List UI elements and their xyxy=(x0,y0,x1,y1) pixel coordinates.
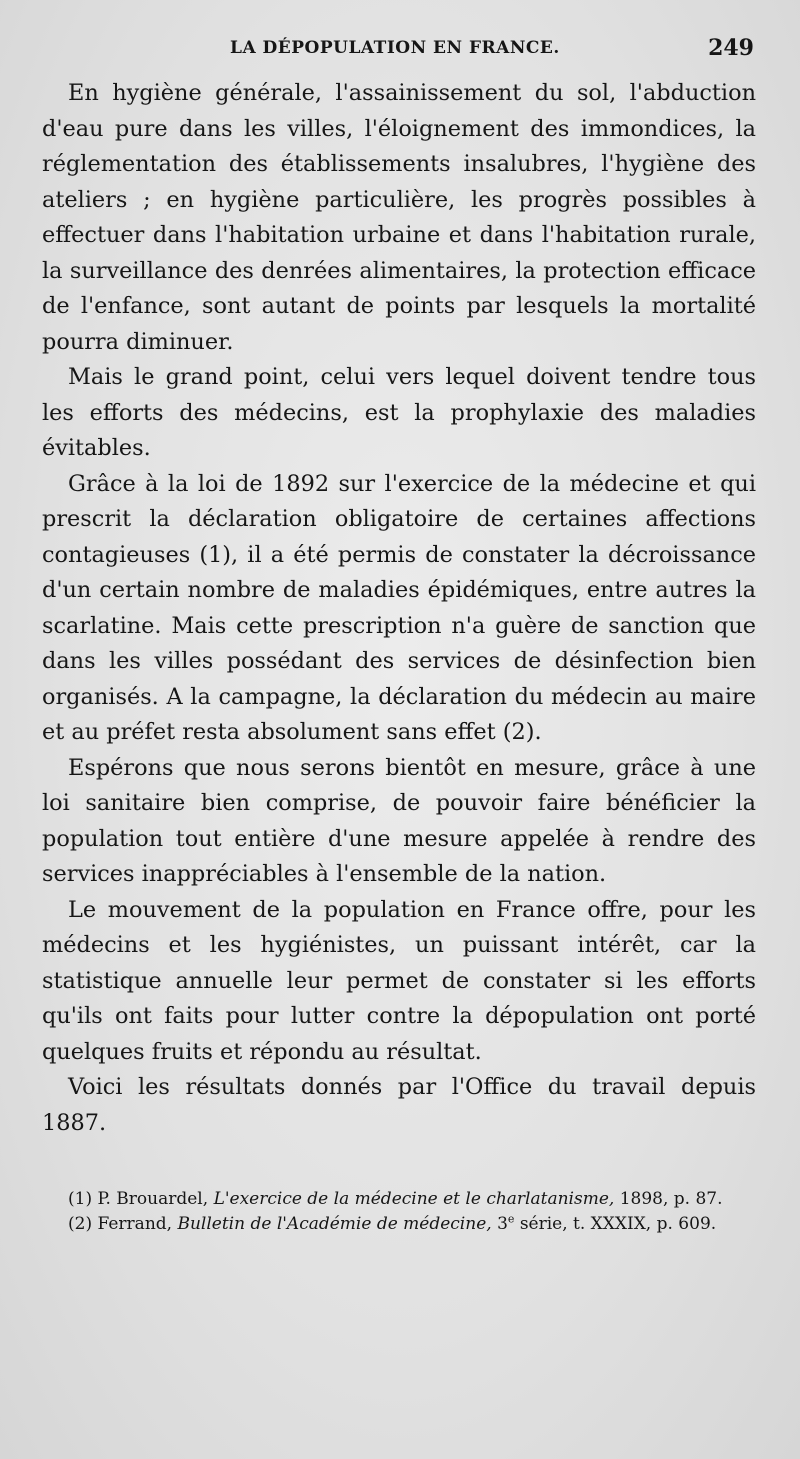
body-text xyxy=(42,76,756,1141)
paragraph-prophylaxie: Mais le grand point, celui vers lequel doivent tendre tous les efforts des médecins, est la prophylaxie des maladies évitables. xyxy=(42,364,756,461)
footnotes xyxy=(44,1187,756,1237)
footnote-mark: (1) xyxy=(68,1189,93,1209)
footnote-rest: 1898, p. 87. xyxy=(619,1189,723,1209)
running-title: LA DÉPOPULATION EN FRANCE. xyxy=(230,38,560,58)
footnote-mark: (2) xyxy=(68,1214,93,1234)
paragraph-hygiene: En hygiène générale, l'assainissement du sol, l'abduction d'eau pure dans les villes, l'éloignement des immondices, la réglementation des établissements insalubres, l'hygiène des ateliers ; en hygiène particulière, les progrès possibles à effectuer dans l'habitation urbaine et dans l'habitation rurale, la surveillance des denrées alimentaires, la protection efficace de l'enfance, sont autant de points par lesquels la mortalité pourra diminuer. xyxy=(42,80,756,355)
paragraph-resultats: Voici les résultats donnés par l'Office du travail depuis 1887. xyxy=(42,1074,756,1136)
footnote-title: Bulletin de l'Académie de médecine, xyxy=(177,1214,492,1234)
running-head xyxy=(40,35,754,62)
paragraph-loi-sanitaire: Espérons que nous serons bientôt en mesure, grâce à une loi sanitaire bien comprise, de pouvoir faire bénéficier la population tout entière d'une mesure appelée à rendre des services inappréciables à l'ensemble de la nation. xyxy=(42,754,756,887)
footnote-rest: série, t. XXXIX, p. 609. xyxy=(519,1214,717,1234)
paragraph-loi-1892: Grâce à la loi de 1892 sur l'exercice de la médecine et qui prescrit la déclaration obligatoire de certaines affections contagieuses (1), il a été permis de constater la décroissance d'un certain nombre de maladies épidémiques, entre autres la scarlatine. Mais cette prescription n'a guère de sanction que dans les villes possédant des services de désinfection bien organisés. A la campagne, la déclaration du médecin au maire et au préfet resta absolument sans effet (2). xyxy=(42,470,756,745)
footnote-series: 3 xyxy=(497,1214,508,1234)
paragraph-mouvement-population: Le mouvement de la population en France offre, pour les médecins et les hygiénistes, un puissant intérêt, car la statistique annuelle leur permet de constater si les efforts qu'ils ont faits pour lutter contre la dépopulation ont porté quelques fruits et répondu au résultat. xyxy=(42,896,756,1065)
footnote-1 xyxy=(44,1187,756,1212)
footnote-series-sup: e xyxy=(507,1212,515,1226)
footnote-author: Ferrand, xyxy=(97,1214,173,1234)
page-number: 249 xyxy=(708,35,754,61)
footnote-2 xyxy=(44,1212,756,1237)
footnote-title: L'exercice de la médecine et le charlatanisme, xyxy=(213,1189,615,1209)
footnote-author: P. Brouardel, xyxy=(97,1189,209,1209)
